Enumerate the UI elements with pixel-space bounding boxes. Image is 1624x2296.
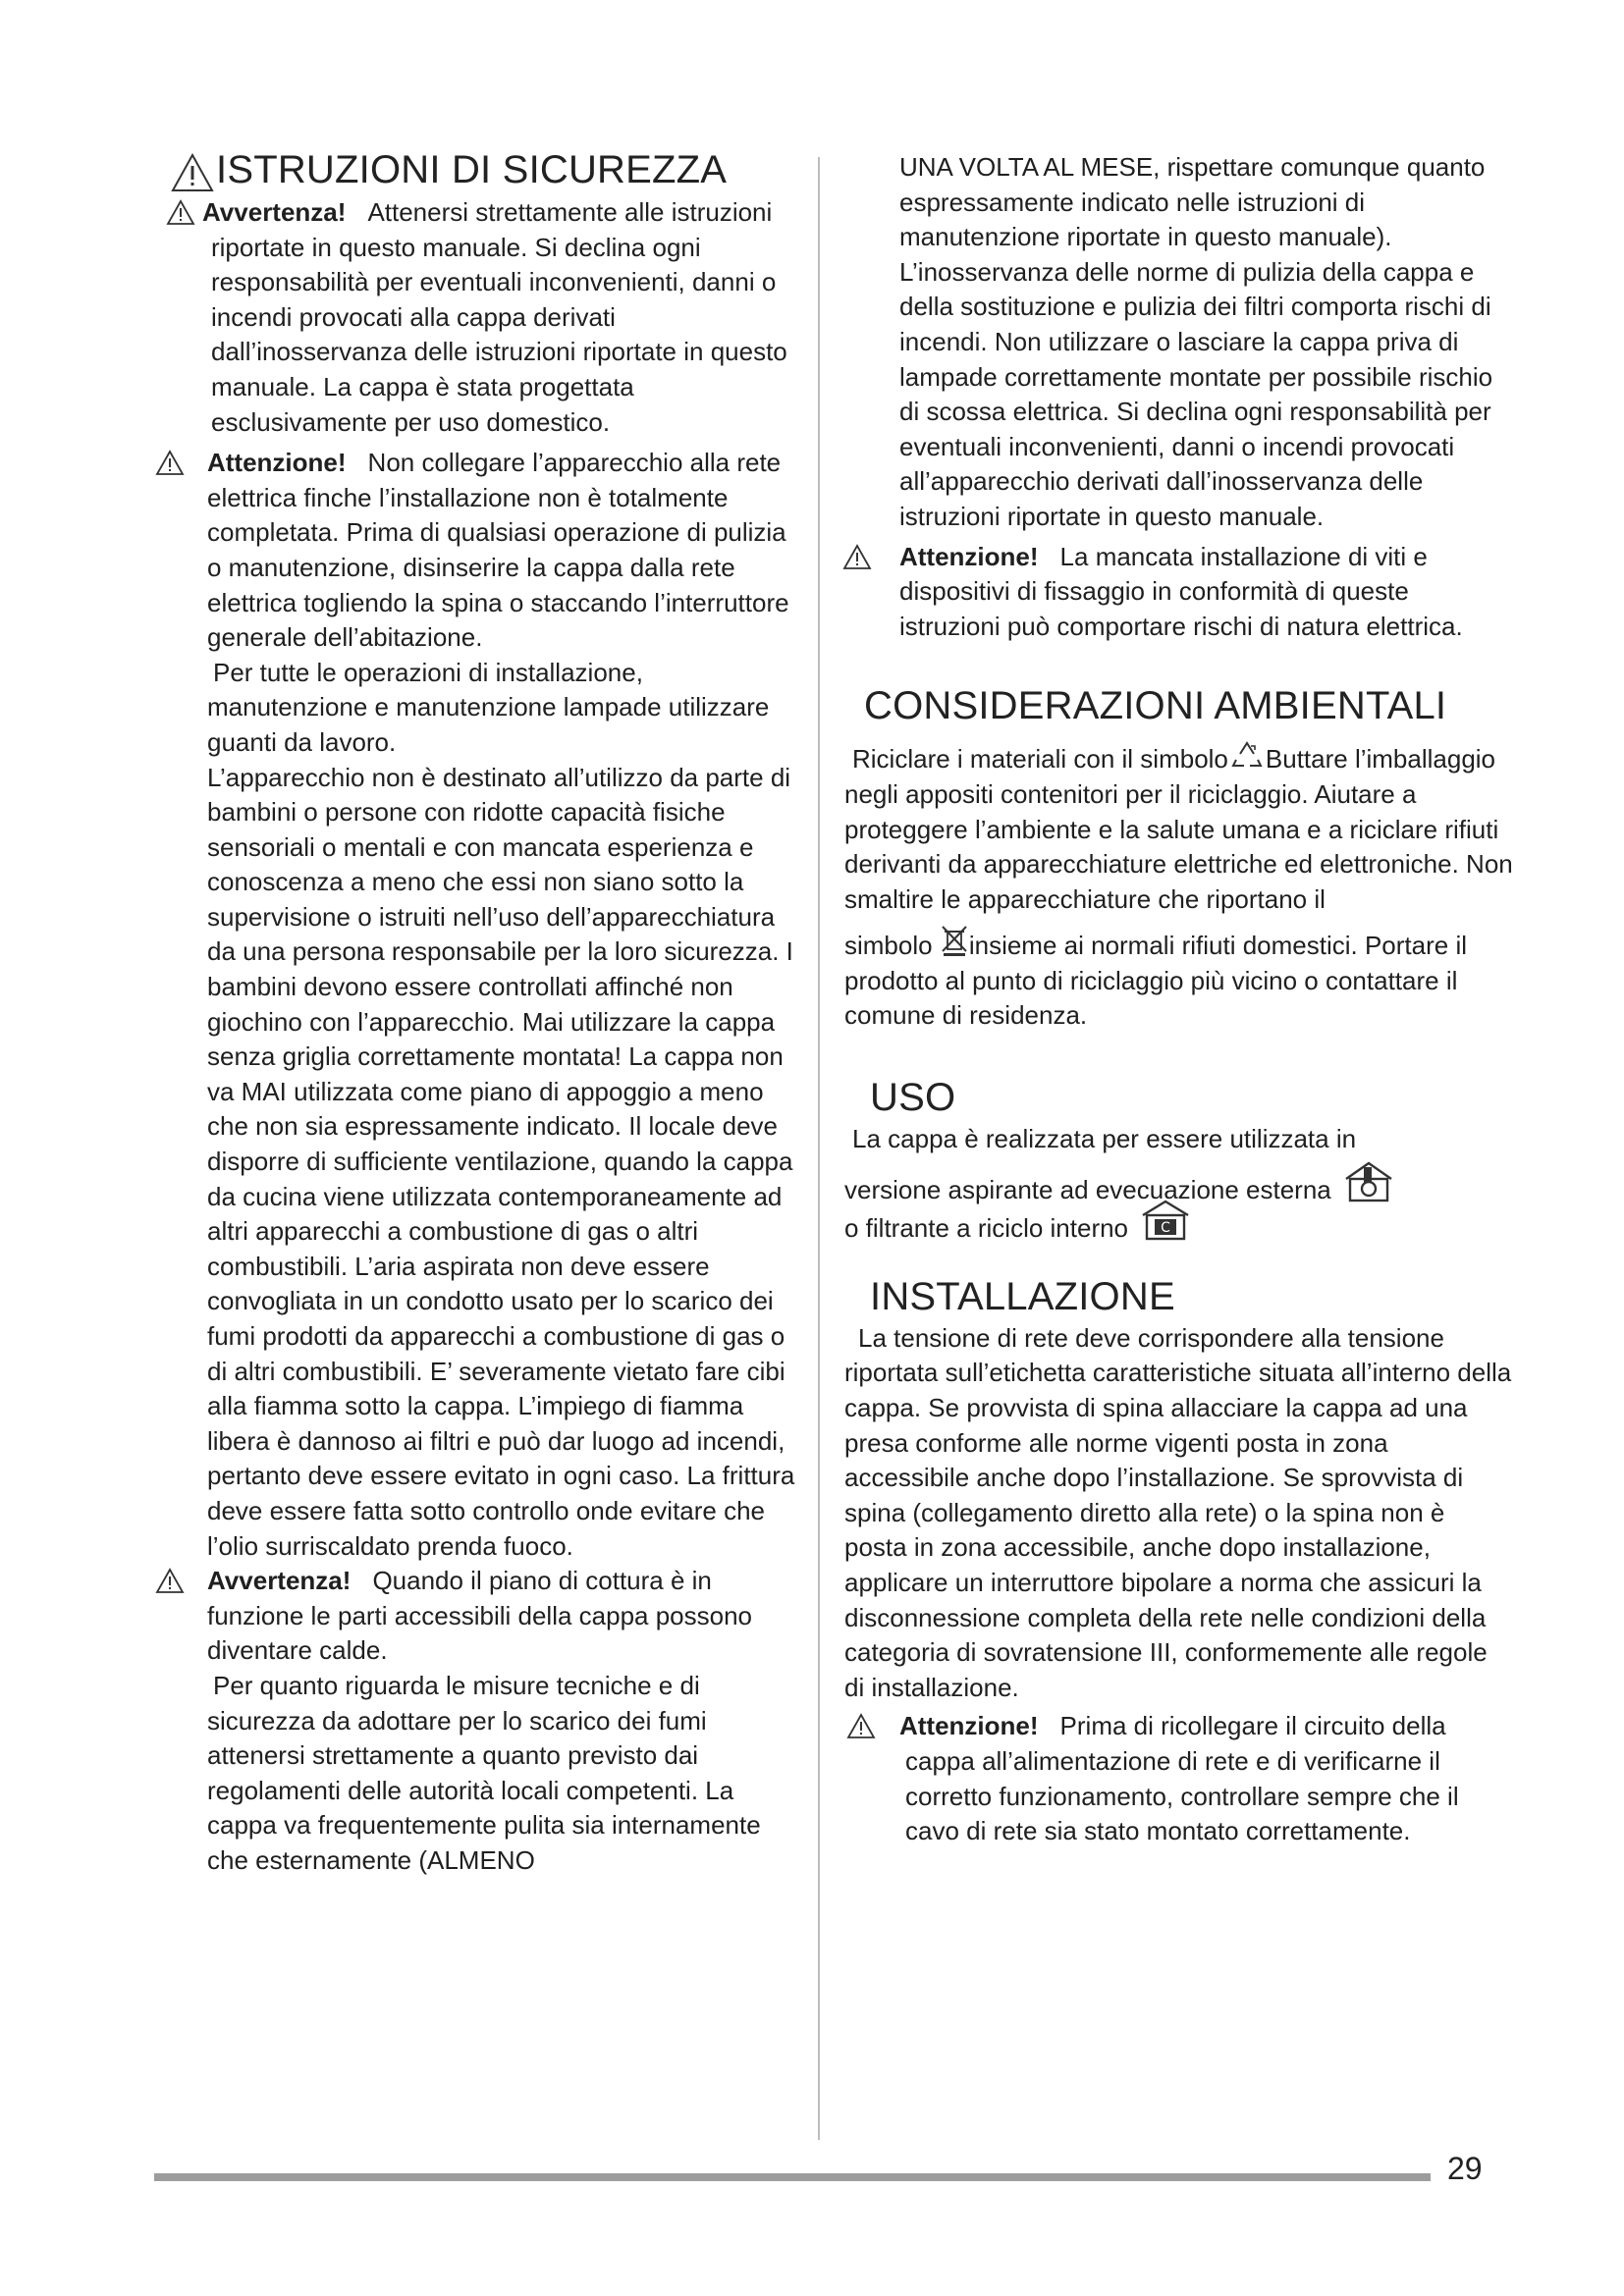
installation-heading: INSTALLAZIONE: [870, 1274, 1175, 1318]
left-column: [157, 147, 805, 1879]
environment-heading: CONSIDERAZIONI AMBIENTALI: [864, 684, 1447, 728]
usage-line-3-text: o filtrante a riciclo interno: [844, 1213, 1129, 1244]
usage-safety-paragraph: L’apparecchio non è destinato all’utilizzo da parte di bambini o persone con ridotte capacità fisiche sensoriali o mentali e con mancata esperienza e conoscenza a meno che essi non siano sotto la supervisione o istruiti nell’uso dell’apparecchiatura da una persona responsabile per la loro sicurezza. I bambini devono essere controllati affinché non giochino con l’apparecchio. Mai utilizzare la cappa senza griglia correttamente montata! La cappa non va MAI utilizzata come piano di appoggio a meno che non sia espressamente indicato. Il locale deve disporre di sufficiente ventilazione, quando la cappa da cucina viene utilizzata contemporaneamente ad altri apparecchi a combustione di gas o altri combustibili. L’aria aspirata non deve essere convogliata in un condotto usato per lo scarico dei fumi prodotti da apparecchi a combustione di gas o di altri combustibili. E’ severamente vietato fare cibi alla fiamma sotto la cappa. L’impiego di fiamma libera è dannoso ai filtri e può dar luogo ad incendi, pertanto deve essere evitato in ogni caso. La frittura deve essere fatta sotto controllo onde evitare che l’olio surriscaldato prenda fuoco.: [207, 762, 795, 1561]
recycle-text-before: Riciclare i materiali con il simbolo: [852, 744, 1228, 774]
warning-triangle-icon: [155, 1568, 185, 1594]
column-divider: [818, 157, 820, 2140]
recycle-text-after: Buttare l’imballaggio negli appositi contenitori per il riciclaggio. Aiutare a proteggere l’ambiente e la salute umana e a riciclare rifiuti derivanti da apparecchiature elettriche ed elettroniche. Non smaltire le apparecchiature che riportano il: [844, 744, 1513, 914]
attention-paragraph-3: [899, 1709, 1514, 1848]
warning-note-2: [157, 1564, 805, 1669]
footer-rule: [154, 2173, 1431, 2181]
bin-text-after: insieme ai normali rifiuti domestici. Portare il prodotto al punto di riciclaggio più vicino o contattare il comune di residenza.: [844, 931, 1467, 1031]
attention-label-2: Attenzione!: [899, 541, 1039, 571]
installation-paragraph: La tensione di rete deve corrispondere alla tensione riportata sull’etichetta caratteristiche situata all’interno della cappa. Se provvista di spina allacciare la cappa ad una presa conforme alle norme vigenti posta in zona accessibile anche dopo l’installazione. Se sprovvista di spina (collegamento diretto alla rete) o la spina non è posta in zona accessibile, anche dopo installazione, applicare un interruttore bipolare a norma che assicuri la disconnessione completa della rete nelle condizioni della categoria di sovratensione III, conformemente alle regole di installazione.: [844, 1322, 1512, 1702]
attention-label-3: Attenzione!: [899, 1711, 1039, 1741]
attention-text-3: Prima di ricollegare il circuito della cappa all’alimentazione di rete e di verificarne il corretto funzionamento, controllare sempre che il cavo di rete sia stato montato correttamente.: [905, 1711, 1459, 1846]
warning-triangle-icon: [846, 1713, 876, 1739]
recycle-icon: [1230, 740, 1264, 770]
external-exhaust-house-icon: [1342, 1159, 1395, 1202]
environment-paragraph-1: [837, 742, 1514, 917]
safety-heading: [171, 147, 805, 192]
attention-note-2: [837, 540, 1514, 645]
warning-paragraph-2: [207, 1564, 805, 1669]
warning-triangle-icon: [166, 199, 195, 226]
environment-paragraph-2: [837, 929, 1514, 1034]
usage-line-3: [837, 1211, 1514, 1247]
attention-text-2: La mancata installazione di viti e dispositivi di fissaggio in conformità di queste istruzioni può comportare rischi di natura elettrica.: [899, 541, 1463, 641]
warning-label-2: Avvertenza!: [207, 1566, 352, 1596]
attention-text-1: Non collegare l’apparecchio alla rete elettrica finche l’installazione non è totalmente completata. Prima di qualsiasi operazione di pulizia o manutenzione, disinserire la cappa dalla rete elettrica togliendo la spina o staccando l’interruttore generale dell’abitazione.: [207, 448, 789, 653]
svg-text:C: C: [1161, 1220, 1171, 1237]
warning-note-1: [152, 195, 805, 440]
warning-triangle-icon: [842, 544, 872, 570]
warning-text-2: Quando il piano di cottura è in funzione le parti accessibili della cappa possono diventare calde.: [207, 1566, 753, 1666]
attention-note-3: [837, 1709, 1514, 1848]
measures-paragraph: Per quanto riguarda le misure tecniche e di sicurezza da adottare per lo scarico dei fumi attenersi strettamente a quanto previsto dai regolamenti delle autorità locali competenti. La cappa va frequentemente pulita sia internamente che esternamente (ALMENO: [207, 1670, 761, 1875]
safety-title: ISTRUZIONI DI SICUREZZA: [216, 148, 728, 191]
usage-line-2-text: versione aspirante ad evecuazione esterna: [844, 1174, 1331, 1204]
bin-text-before: simbolo: [844, 931, 933, 961]
warning-triangle-icon: [155, 450, 185, 476]
usage-heading: USO: [870, 1076, 956, 1120]
warning-text-1: Attenersi strettamente alle istruzioni riportate in questo manuale. Si declina ogni responsabilità per eventuali inconvenienti, danni o incendi provocati alla cappa derivati dall’inosservanza delle istruzioni riportate in questo manuale. La cappa è stata progettata esclusivamente per uso domestico.: [211, 197, 787, 437]
attention-paragraph-1: [207, 446, 805, 656]
page-number: 29: [1447, 2151, 1483, 2186]
attention-note-1: [157, 446, 805, 656]
right-column: [837, 150, 1514, 1849]
recirculation-house-icon: [1139, 1198, 1192, 1241]
crossed-bin-icon: [940, 924, 969, 957]
attention-label-1: Attenzione!: [207, 448, 347, 478]
warning-triangle-icon: [171, 153, 214, 192]
gloves-paragraph: Per tutte le operazioni di installazione, manutenzione e manutenzione lampade utilizzare guanti da lavoro.: [207, 657, 770, 757]
warning-paragraph-1: [202, 195, 805, 440]
attention-paragraph-2: [899, 540, 1514, 645]
warning-label-1: Avvertenza!: [202, 197, 347, 227]
usage-line-1: La cappa è realizzata per essere utilizzata in: [852, 1124, 1357, 1154]
cleaning-continued-paragraph: UNA VOLTA AL MESE, rispettare comunque quanto espressamente indicato nelle istruzioni di manutenzione riportate in questo manuale). L’inosservanza delle norme di pulizia della cappa e della sostituzione e pulizia dei filtri comporta rischi di incendi. Non utilizzare o lasciare la cappa priva di lampade correttamente montate per possibile rischio di scossa elettrica. Si declina ogni responsabilità per eventuali inconvenienti, danni o incendi provocati all’apparecchio derivati dall’inosservanza delle istruzioni riportate in questo manuale.: [899, 152, 1493, 531]
